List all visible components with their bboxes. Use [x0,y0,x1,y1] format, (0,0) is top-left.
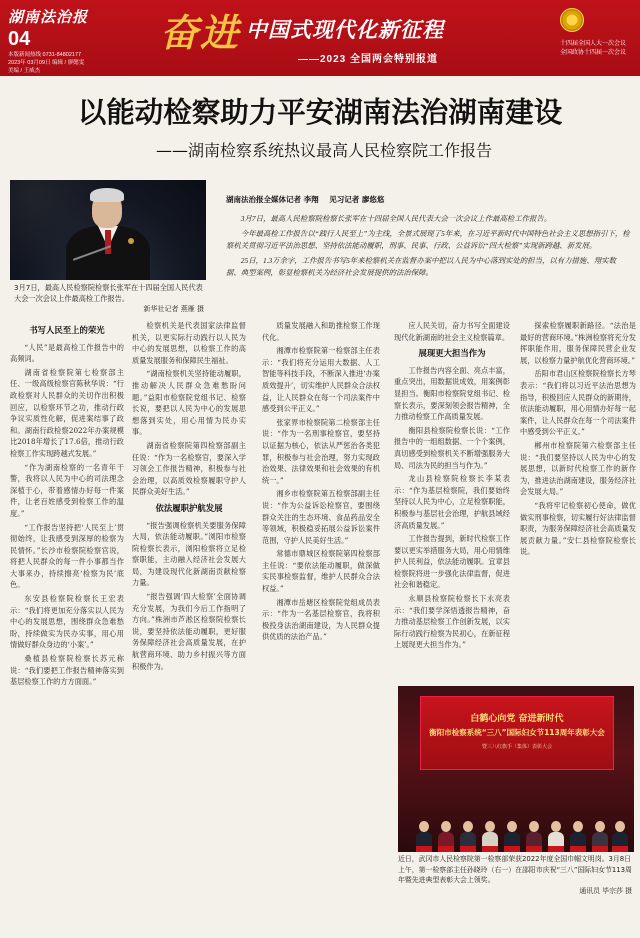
body-paragraph: 郴州市检察院第六检察部主任说：“我们要坚持以人民为中心的发展思想，以新时代检察工作的新作为，推进法治湖南建设，服务经济社会发展大局。” [520,440,636,497]
lead-caption-text: 3月7日，最高人民检察院检察长张军在十四届全国人民代表大会一次会议上作最高检工作报告。 [14,283,203,303]
national-emblem-icon [560,8,584,32]
body-paragraph: 湘潭市岳塘区检察院党组成员表示：“作为一名基层检察官，我将积极投身法治湖南建设，为人民群众提供优质的法治产品。” [262,597,380,642]
session-npc: 十四届全国人大一次会议 [559,41,626,47]
awardee-figure [438,821,454,852]
session-info [548,40,638,58]
theme-big-title: 奋进 [160,10,241,55]
body-paragraph: 东安县检察院检察长王宏表示：“我们将更加充分落实以人民为中心的发展思想，围绕群众急难愁盼，持续做实为民办实事，用心用情做好群众身边的‘小案’。” [10,594,124,650]
section-heading: 展现更大担当作为 [418,348,486,359]
body-paragraph: 湖南省检察院第七检察部主任、一级高级检察官陈秋华说：“行政检察对人民群众的关切作出积极回应，以检察环节之功，推动行政争议实质性化解，促进案结事了政和。湖南行政检察2022年办案规模比2018年增长了17.6倍，推动行政检察工作实现跨越式发展。” [10,367,124,458]
section-heading: 依法履职护航发展 [155,502,223,513]
article-headline: 以能动检察助力平安湖南法治湖南建设 [77,96,563,129]
awardee-figure [526,821,542,852]
body-column-3 [262,320,380,932]
award-ceremony-photo [398,686,634,852]
intro-paragraph: 今年最高检工作报告以“践行人民至上”为主线，全景式展现了5年来，在习近平新时代中国特色社会主义思想指引下，检察机关贯彻习近平法治思想、坚持依法能动履职，刑事、民事、行政、公益诉讼“四大检察”实现新跨越、新发展。 [226,229,630,250]
theme-subtitle: ——2023 全国两会特别报道 [298,54,439,65]
body-paragraph: 质量发展融入和助推检察工作现代化。 [262,321,380,342]
intro-paragraph: 3月7日，最高人民检察院检察长张军在十四届全国人民代表大会一次会议上作最高检工作报告。 [240,214,552,223]
byline-intern: 见习记者 廖悠悠 [329,195,385,204]
awardee-figure [570,821,586,852]
body-paragraph: 常德市鼎城区检察院第四检察部主任说：“要依法能动履职，做深做实民事检察监督，维护人民群众合法权益。” [262,549,380,594]
theme-main-title: 中国式现代化新征程 [246,18,444,42]
banner-line-3: 暨三八红旗手（集体）表彰大会 [481,744,552,750]
lead-photo-credit: 新华社记者 燕雁 摄 [143,305,204,313]
body-paragraph: 工作报告内容全面、亮点丰富，重点突出，用数据说成效，用案例彰显担当。衡阳市检察院党组书记、检察长表示，要深刻领会报告精神，全力推动检察工作高质量发展。 [394,365,510,422]
body-paragraph: “作为湖南检察的一名青年干警，我将以人民为中心的司法理念深植于心，带着感情办好每一件案件，让老百姓感受到检察工作的温度。” [10,462,124,518]
body-column-5 [520,320,636,680]
body-paragraph: 龙山县检察院检察长李某表示：“作为基层检察院，我们要始终坚持以人民为中心，立足检察职能，积极参与基层社会治理，护航县域经济高质量发展。” [394,474,510,530]
award-banner [420,696,614,770]
award-caption-text: 近日，武冈市人民检察院第一检察部荣获2022年度全国巾帼文明岗。3月8日上午，第一检察部主任孙晓玲（右一）在邵阳市庆祝“三八”国际妇女节113周年暨先进典型表彰大会上领奖。 [398,855,632,884]
body-column-2 [132,320,246,932]
awardee-figure [482,821,498,852]
body-paragraph: “湖南检察机关坚持能动履职，推动解决人民群众急难愁盼问题。”益阳市检察院党组书记、检察长说，要把以人民为中心的发展思想落到实处，用心用情为民办实事。 [132,369,246,437]
body-paragraph: 检察机关是代表国家法律监督机关，以更实际行动践行以人民为中心的发展思想，以检察工作的高质量发展服务和保障民生福祉。 [132,321,246,365]
section-heading: 书写人民至上的荣光 [29,325,105,335]
masthead-hotline: 本版新闻热线 0731-84802177 [8,52,82,58]
awardee-figure [548,821,564,852]
body-column-4 [394,320,510,680]
article-intro [226,213,630,282]
body-paragraph: 永顺县检察院检察长下永亮表示：“我们要学深悟透报告精神，奋力推动基层检察工作创新发展，以实际行动践行检察为民初心，在新征程上展现更大担当作为。” [394,594,510,650]
body-paragraph: 衡阳县检察院检察长说：“工作报告中的一组组数据、一个个案例，真切感受到检察机关不断增强服务大局、司法为民的担当与作为。” [394,425,510,470]
newspaper-logo: 湖南法治报 [8,8,89,26]
body-paragraph: 湖南省检察院第四检察部副主任说：“作为一名检察官，要深入学习领会工作报告精神，积极参与社会治理，以高质效检察履职守护人民群众美好生活。” [132,440,246,497]
lead-photo [10,180,206,280]
body-paragraph: 湘潭市检察院第一检察部主任表示：“我们将充分运用大数据、人工智能等科技手段，不断深入推进‘办案质效提升’，切实维护人民群众合法权益，让人民群众在每一个司法案件中感受到公平正义。” [262,346,380,414]
body-paragraph: 岳阳市君山区检察院检察长方琴表示：“我们将以习近平法治思想为指导，积极回应人民群众的新期待，依法能动履职，用心用情办好每一起案件，让人民群众在每一个司法案件中感受到公平正义。” [520,369,636,437]
body-paragraph: “我将牢记检察初心使命，做优做实刑事检察，切实履行好法律监督职责，为服务保障经济社会高质量发展贡献力量。”安仁县检察院检察长说。 [520,500,636,557]
session-cppcc: 全国政协十四届一次会议 [559,50,626,56]
byline-reporter: 湖南法治报全媒体记者 李翔 [226,195,319,204]
lead-photo-caption [14,282,210,315]
body-paragraph: 湘乡市检察院第五检察部副主任说：“作为公益诉讼检察官，要围绕群众关注的生态环境、食品药品安全等领域，积极稳妥拓展公益诉讼案件范围，守护人民美好生活。” [262,489,380,545]
body-paragraph: 张家界市检察院第二检察部主任说：“作为一名刑事检察官，要坚持以证据为核心，依法从严惩治各类犯罪，积极参与社会治理，努力实现政治效果、法律效果和社会效果的有机统一。” [262,417,380,485]
awardee-figure [612,821,628,852]
award-photo-credit: 通讯员 毕宗莎 摄 [579,886,632,895]
body-paragraph: “工作报告坚持把‘人民至上’贯彻始终，让我感受到深厚的检察为民情怀。”长沙市检察院检察官说，将把人民群众的每一件小事都当作大事来办，持续擦亮‘检察为民’底色。 [10,522,124,590]
awardee-figure [592,821,608,852]
body-paragraph: “报告强调‘四大检察’全面协调充分发展，为我们今后工作指明了方向。”株洲市芦淞区检察院检察长说，要坚持依法能动履职，更好服务保障经济社会高质量发展，在护航营商环境、助力乡村振兴等方面积极作为。 [132,592,246,671]
awardee-figure [504,821,520,852]
masthead-editor: 美编 / 王威杰 [8,68,41,74]
masthead-date: 2023年 03月09日 编辑 / 廖懿雯 [8,60,85,66]
body-paragraph: 工作报告提到，新时代检察工作要以更实举措服务大局，用心用情维护人民利益，依法能动履职。宜章县检察院将进一步强化法律监督，促进社会和谐稳定。 [394,534,510,590]
body-paragraph: 探索检察履职新路径。“法治是最好的营商环境。”株洲检察将充分发挥职能作用，服务保障民营企业发展，以检察力量护航优化营商环境。” [520,321,636,365]
body-paragraph: 应人民关切，奋力书写全面建设现代化新湖南的社会主义检察篇章。 [394,321,510,342]
body-column-1 [10,320,124,932]
banner-line-2: 衡阳市检察系统“三八”国际妇女节113周年表彰大会 [429,728,605,737]
body-paragraph: “人民”是最高检工作报告中的高频词。 [10,342,124,364]
award-photo-caption [398,854,636,896]
page-number: 04 [8,28,31,50]
masthead [8,6,106,75]
article-subhead: ——湖南检察系统热议最高人民检察院工作报告 [156,141,493,160]
masthead-banner [0,0,640,76]
awardee-figure [416,821,432,852]
byline [226,194,392,205]
body-paragraph: 桑植县检察院检察长苏元称说：“我们要把工作报告精神落实到基层检察工作的方方面面。” [10,654,124,687]
body-paragraph: “报告强调检察机关要服务保障大局，依法能动履职。”浏阳市检察院检察长表示，浏阳检察将立足检察职能，主动融入经济社会发展大局，为建设现代化新湖南贡献检察力量。 [132,520,246,588]
intro-paragraph: 25日，1.3万余字，工作报告书写5年来检察机关在监督办案中把以人民为中心落到实处的担当，以有力措施、翔实数据、典型案例，彰显检察机关为经济社会发展提供的法治保障。 [226,256,616,277]
awardee-figure [460,821,476,852]
banner-line-1: 白鹤心向党 奋进新时代 [470,714,564,724]
